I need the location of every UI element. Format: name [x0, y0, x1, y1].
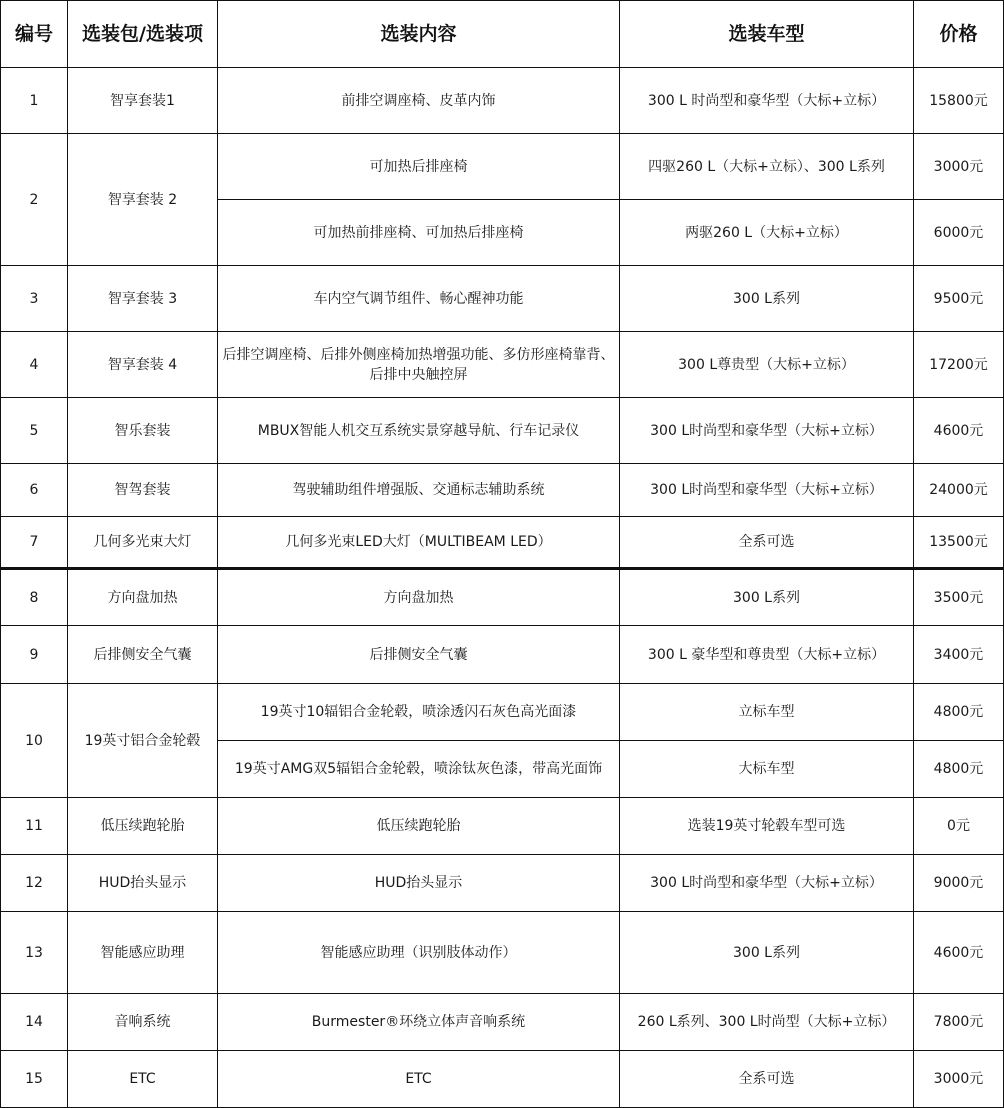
header-price: 价格 — [914, 1, 1004, 68]
cell-no: 7 — [1, 517, 68, 569]
cell-models: 全系可选 — [620, 517, 914, 569]
cell-no: 3 — [1, 266, 68, 332]
cell-content: 19英寸AMG双5辐铝合金轮毂，喷涂钛灰色漆，带高光面饰 — [218, 741, 620, 798]
cell-models: 四驱260 L（大标+立标）、300 L系列 — [620, 134, 914, 200]
cell-package: 19英寸铝合金轮毂 — [68, 684, 218, 798]
header-content: 选装内容 — [218, 1, 620, 68]
table-row — [1, 266, 1004, 332]
cell-no: 4 — [1, 332, 68, 398]
cell-content: 19英寸10辐铝合金轮毂，喷涂透闪石灰色高光面漆 — [218, 684, 620, 741]
cell-package: 低压续跑轮胎 — [68, 798, 218, 855]
cell-price: 4800元 — [914, 684, 1004, 741]
cell-package: 音响系统 — [68, 994, 218, 1051]
cell-package: 智享套装1 — [68, 68, 218, 134]
cell-models: 两驱260 L（大标+立标） — [620, 200, 914, 266]
cell-no: 8 — [1, 569, 68, 626]
cell-content: 车内空气调节组件、畅心醒神功能 — [218, 266, 620, 332]
header-models: 选装车型 — [620, 1, 914, 68]
cell-models: 300 L时尚型和豪华型（大标+立标） — [620, 855, 914, 912]
cell-price: 9000元 — [914, 855, 1004, 912]
cell-package: 方向盘加热 — [68, 569, 218, 626]
cell-price: 3500元 — [914, 569, 1004, 626]
cell-content: 后排空调座椅、后排外侧座椅加热增强功能、多仿形座椅靠背、后排中央触控屏 — [218, 332, 620, 398]
table-row — [1, 855, 1004, 912]
cell-models: 选装19英寸轮毂车型可选 — [620, 798, 914, 855]
cell-price: 3000元 — [914, 134, 1004, 200]
cell-no: 13 — [1, 912, 68, 994]
cell-price: 0元 — [914, 798, 1004, 855]
cell-package: 智享套装 3 — [68, 266, 218, 332]
table-row — [1, 517, 1004, 569]
cell-content: 可加热后排座椅 — [218, 134, 620, 200]
cell-package: ETC — [68, 1051, 218, 1108]
cell-price: 6000元 — [914, 200, 1004, 266]
cell-no: 6 — [1, 464, 68, 517]
cell-models: 300 L 时尚型和豪华型（大标+立标） — [620, 68, 914, 134]
cell-no: 1 — [1, 68, 68, 134]
table-row — [1, 68, 1004, 134]
cell-content: 智能感应助理（识别肢体动作） — [218, 912, 620, 994]
cell-models: 300 L时尚型和豪华型（大标+立标） — [620, 464, 914, 517]
cell-package: HUD抬头显示 — [68, 855, 218, 912]
cell-content: 低压续跑轮胎 — [218, 798, 620, 855]
cell-models: 立标车型 — [620, 684, 914, 741]
cell-models: 300 L时尚型和豪华型（大标+立标） — [620, 398, 914, 464]
cell-price: 17200元 — [914, 332, 1004, 398]
cell-no: 12 — [1, 855, 68, 912]
cell-price: 24000元 — [914, 464, 1004, 517]
table-row — [1, 684, 1004, 741]
header-no: 编号 — [1, 1, 68, 68]
cell-package: 智享套装 2 — [68, 134, 218, 266]
cell-content: 几何多光束LED大灯（MULTIBEAM LED） — [218, 517, 620, 569]
cell-package: 智能感应助理 — [68, 912, 218, 994]
cell-price: 13500元 — [914, 517, 1004, 569]
cell-no: 11 — [1, 798, 68, 855]
cell-price: 4800元 — [914, 741, 1004, 798]
cell-no: 5 — [1, 398, 68, 464]
cell-no: 14 — [1, 994, 68, 1051]
cell-models: 300 L系列 — [620, 912, 914, 994]
cell-no: 15 — [1, 1051, 68, 1108]
cell-models: 300 L系列 — [620, 569, 914, 626]
header-row — [1, 1, 1004, 68]
cell-content: Burmester®环绕立体声音响系统 — [218, 994, 620, 1051]
table-row — [1, 1051, 1004, 1108]
cell-models: 300 L尊贵型（大标+立标） — [620, 332, 914, 398]
table-row — [1, 332, 1004, 398]
cell-no: 2 — [1, 134, 68, 266]
cell-price: 15800元 — [914, 68, 1004, 134]
cell-models: 300 L系列 — [620, 266, 914, 332]
cell-content: ETC — [218, 1051, 620, 1108]
cell-content: HUD抬头显示 — [218, 855, 620, 912]
cell-price: 4600元 — [914, 398, 1004, 464]
cell-package: 后排侧安全气囊 — [68, 626, 218, 684]
cell-package: 智驾套装 — [68, 464, 218, 517]
cell-no: 10 — [1, 684, 68, 798]
cell-package: 几何多光束大灯 — [68, 517, 218, 569]
cell-price: 4600元 — [914, 912, 1004, 994]
cell-models: 260 L系列、300 L时尚型（大标+立标） — [620, 994, 914, 1051]
cell-content: 方向盘加热 — [218, 569, 620, 626]
cell-package: 智乐套装 — [68, 398, 218, 464]
cell-models: 全系可选 — [620, 1051, 914, 1108]
table-row — [1, 134, 1004, 200]
table-row — [1, 398, 1004, 464]
cell-content: 可加热前排座椅、可加热后排座椅 — [218, 200, 620, 266]
table-row — [1, 912, 1004, 994]
header-package: 选装包/选装项 — [68, 1, 218, 68]
cell-content: 驾驶辅助组件增强版、交通标志辅助系统 — [218, 464, 620, 517]
table-row — [1, 994, 1004, 1051]
cell-price: 9500元 — [914, 266, 1004, 332]
table-row — [1, 798, 1004, 855]
table-row — [1, 464, 1004, 517]
cell-models: 大标车型 — [620, 741, 914, 798]
cell-price: 3000元 — [914, 1051, 1004, 1108]
cell-no: 9 — [1, 626, 68, 684]
cell-content: MBUX智能人机交互系统实景穿越导航、行车记录仪 — [218, 398, 620, 464]
table-row — [1, 626, 1004, 684]
cell-package: 智享套装 4 — [68, 332, 218, 398]
cell-content: 后排侧安全气囊 — [218, 626, 620, 684]
cell-price: 7800元 — [914, 994, 1004, 1051]
cell-content: 前排空调座椅、皮革内饰 — [218, 68, 620, 134]
cell-models: 300 L 豪华型和尊贵型（大标+立标） — [620, 626, 914, 684]
cell-price: 3400元 — [914, 626, 1004, 684]
table-row — [1, 569, 1004, 626]
